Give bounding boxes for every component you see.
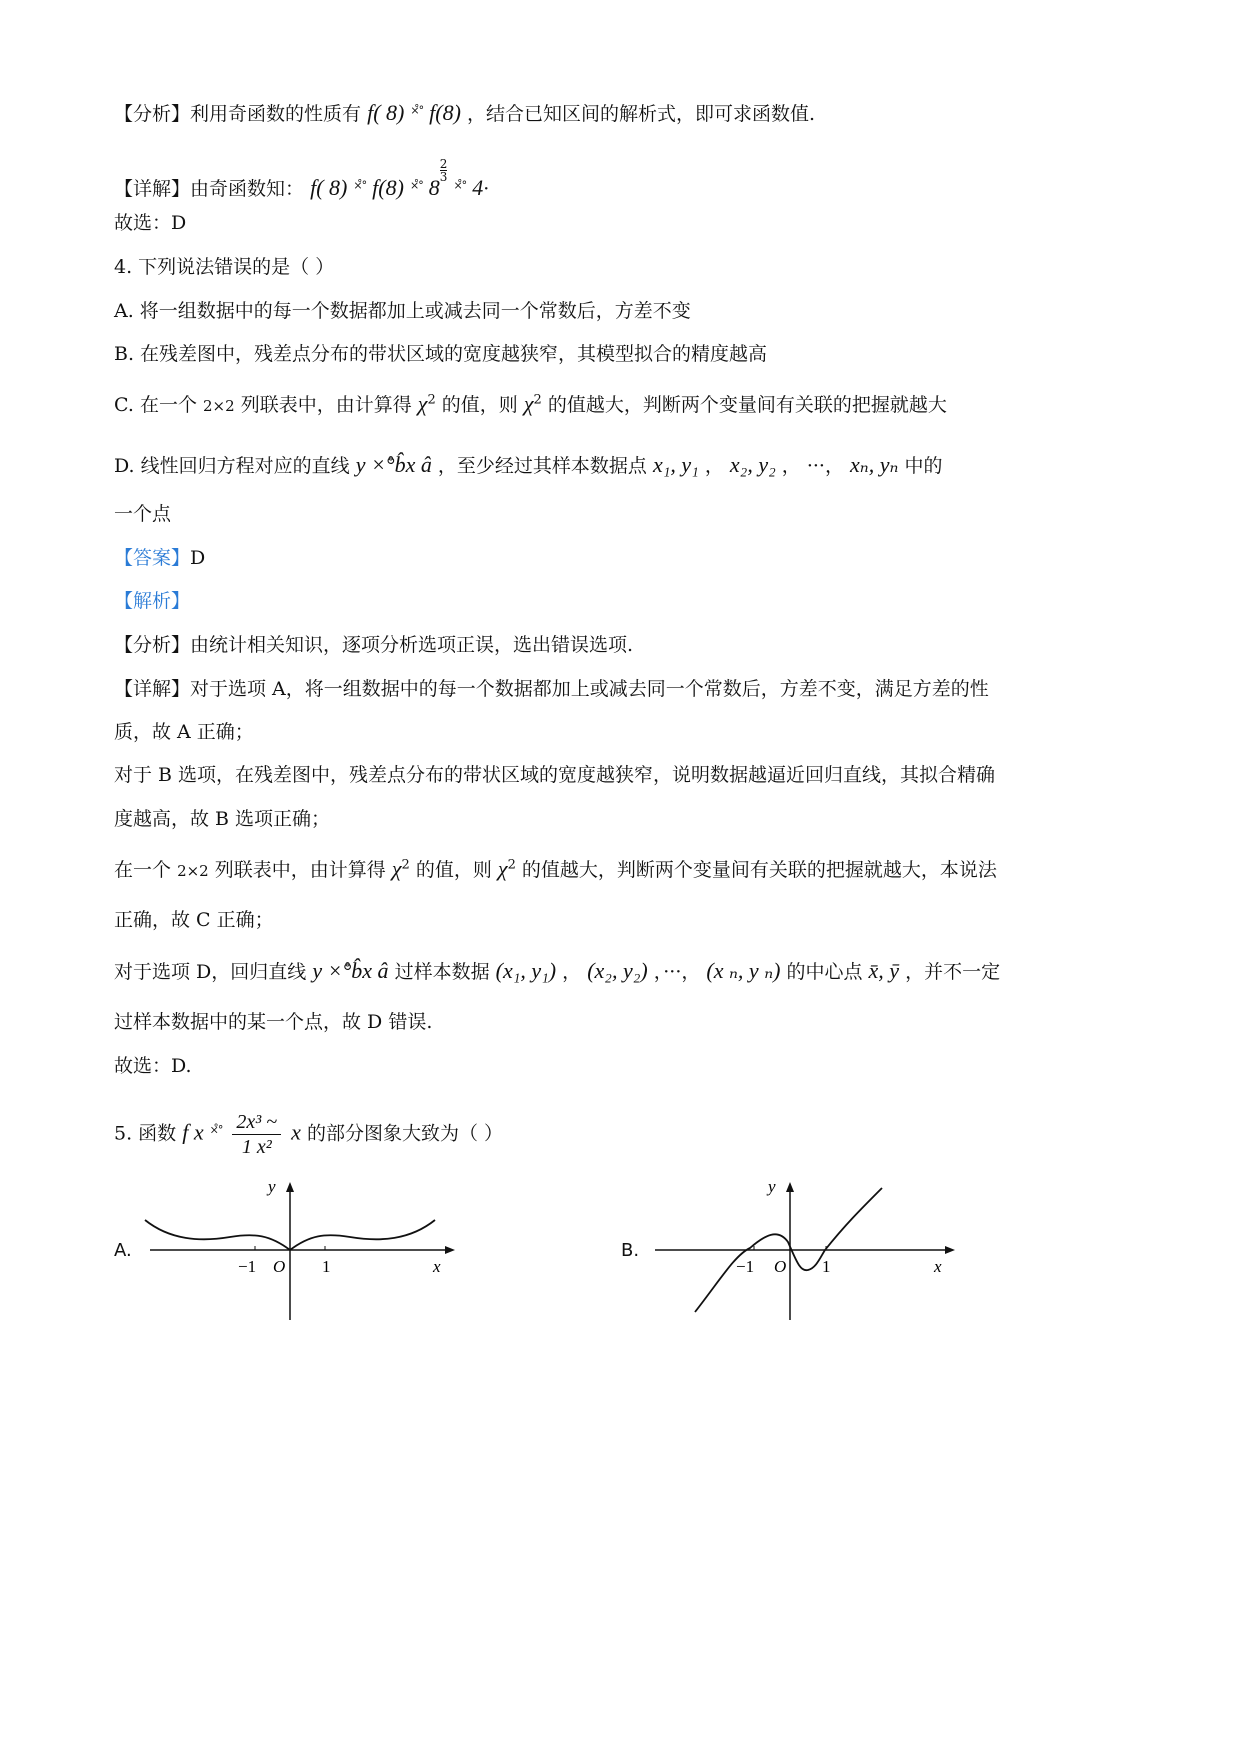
detail-text: 的值，则 — [415, 859, 492, 881]
table-size: 2×2 — [203, 397, 235, 415]
detail-line-7: 正确，故 C 正确； — [114, 909, 274, 931]
chi-symbol: χ — [417, 391, 428, 416]
option-a: A. 将一组数据中的每一个数据都加上或减去同一个常数后，方差不变 — [114, 300, 691, 322]
analysis-heading: 【解析】 — [114, 590, 191, 612]
question-5-text: 5. 函数 — [114, 1122, 177, 1145]
option-b: B. 在残差图中，残差点分布的带状区域的宽度越狭窄，其模型拟合的精度越高 — [114, 343, 768, 365]
garbled-equals: ×̊° — [453, 179, 467, 192]
x-label: x — [433, 1257, 441, 1276]
math-f: f — [372, 175, 379, 200]
option-d-text: D. 线性回归方程对应的直线 — [114, 455, 350, 477]
neg1-label: −1 — [238, 1257, 257, 1276]
garbled-equals: ×̊° — [409, 179, 423, 192]
math-f: f — [429, 100, 436, 125]
analysis-text-end: ，结合已知区间的解析式，即可求函数值. — [466, 103, 816, 125]
option-c-text: C. 在一个 — [114, 394, 197, 416]
option-d-line-2: 一个点 — [114, 503, 172, 525]
detail-line-2: 【详解】对于选项 A，将一组数据中的每一个数据都加上或减去同一个常数后，方差不变，满足方差的性 — [114, 678, 989, 700]
chi-exponent: 2 — [401, 857, 410, 873]
detail-line-4: 对于 B 选项，在残差图中，残差点分布的带状区域的宽度越狭窄，说明数据越逼近回归直线，其拟合精确 — [114, 764, 996, 786]
chi-symbol: χ — [497, 856, 508, 881]
separator: ， — [562, 961, 582, 983]
question-5 — [114, 1110, 503, 1159]
chi-exponent: 2 — [533, 392, 542, 408]
y-arrow — [786, 1182, 794, 1192]
graph-a-label: A. — [114, 1240, 132, 1261]
point-n: xₙ, yₙ — [850, 452, 899, 477]
option-c-text: 的值越大，判断两个变量间有关联的把握就越大 — [547, 394, 947, 416]
regression-equation: y ×̊°b̂x â — [312, 958, 389, 983]
y-label: y — [268, 1180, 276, 1196]
detail-line-3: 质，故 A 正确； — [114, 721, 254, 743]
choose-line-1: 故选：D — [114, 212, 187, 234]
fraction-numerator: 2x³ ~ — [232, 1110, 281, 1135]
answer-line — [114, 547, 205, 570]
separator: ， ···， — [781, 455, 844, 477]
math-arg: (8) — [378, 175, 404, 200]
math-result: 4 — [472, 175, 484, 200]
answer-value: D — [190, 547, 206, 569]
exponent-fraction — [440, 158, 448, 183]
point-1: x₁, y₁ — [652, 452, 699, 477]
graph-a — [140, 1180, 460, 1330]
exp-num: 2 — [439, 157, 448, 171]
math-base: 8 — [428, 175, 440, 200]
graph-b-label: B. — [621, 1240, 640, 1261]
regression-equation: y ×̊°b̂x â — [355, 452, 432, 477]
point-1: (x₁, y₁) — [495, 958, 557, 983]
function-tail: x — [291, 1119, 301, 1145]
option-d-text: ，至少经过其样本数据点 — [437, 455, 647, 477]
detail-line-9: 过样本数据中的某一个点，故 D 错误. — [114, 1011, 433, 1033]
separator: ，···， — [653, 961, 701, 983]
math-arg: ( 8) — [316, 175, 348, 200]
fraction-denominator: 1 x² — [241, 1136, 272, 1158]
point-2: (x₂, y₂) — [587, 958, 648, 983]
point-2: x₂, y₂ — [729, 452, 776, 477]
math-arg: ( 8) — [373, 100, 405, 125]
detail-line-5: 度越高，故 B 选项正确； — [114, 808, 331, 830]
garbled-equals: ×̊° — [410, 104, 424, 117]
option-c-text: 的值，则 — [441, 394, 518, 416]
dot: · — [483, 178, 490, 200]
detail-text: 过样本数据 — [394, 961, 490, 983]
analysis-text: 【分析】利用奇函数的性质有 — [114, 103, 362, 125]
analysis-line-1 — [114, 100, 815, 126]
detail-text: 的值越大，判断两个变量间有关联的把握就越大，本说法 — [521, 859, 997, 881]
x-arrow — [945, 1246, 955, 1254]
chi-exponent: 2 — [507, 857, 516, 873]
chi-symbol: χ — [391, 856, 402, 881]
detail-text: 【详解】由奇函数知： — [114, 178, 305, 200]
detail-line-1 — [114, 158, 489, 201]
detail-text: 列联表中，由计算得 — [214, 859, 386, 881]
center-point: x̄, ȳ — [868, 958, 900, 983]
option-c — [114, 391, 947, 417]
option-c-text: 列联表中，由计算得 — [240, 394, 412, 416]
garbled-equals: ×̊° — [353, 179, 367, 192]
choose-line-2: 故选：D. — [114, 1055, 192, 1077]
point-n: (x ₙ, y ₙ) — [706, 958, 781, 983]
x-label: x — [934, 1257, 942, 1276]
one-label: 1 — [322, 1257, 331, 1276]
option-d — [114, 452, 942, 478]
analysis-line-2: 【分析】由统计相关知识，逐项分析选项正误，选出错误选项. — [114, 634, 634, 656]
origin-label: O — [273, 1257, 286, 1276]
detail-line-8 — [114, 958, 1000, 984]
y-label: y — [768, 1180, 776, 1196]
y-arrow — [286, 1182, 294, 1192]
answer-label: 【答案】 — [114, 547, 191, 569]
question-5-text: 的部分图象大致为（ ） — [306, 1122, 504, 1145]
chi-exponent: 2 — [427, 392, 436, 408]
math-f: f — [367, 100, 374, 125]
origin-label: O — [774, 1257, 787, 1276]
graph-b — [650, 1180, 960, 1330]
garbled-equals: ×̊° — [209, 1123, 223, 1137]
detail-text: 对于选项 D，回归直线 — [114, 961, 307, 983]
question-4: 4. 下列说法错误的是（ ） — [114, 256, 335, 278]
function-fraction — [232, 1110, 281, 1159]
option-d-text: 中的 — [904, 455, 943, 477]
exp-den: 3 — [439, 170, 448, 184]
detail-text: ，并不一定 — [905, 961, 1001, 983]
detail-text: 的中心点 — [786, 961, 863, 983]
chi-symbol: χ — [523, 391, 534, 416]
detail-line-6 — [114, 856, 997, 882]
function-name: f x — [182, 1119, 204, 1145]
neg1-label: −1 — [736, 1257, 755, 1276]
separator: ， — [704, 455, 724, 477]
one-label: 1 — [822, 1257, 831, 1276]
table-size: 2×2 — [177, 862, 209, 880]
detail-text: 在一个 — [114, 859, 172, 881]
math-arg: (8) — [435, 100, 461, 125]
x-arrow — [445, 1246, 455, 1254]
math-f: f — [310, 175, 317, 200]
